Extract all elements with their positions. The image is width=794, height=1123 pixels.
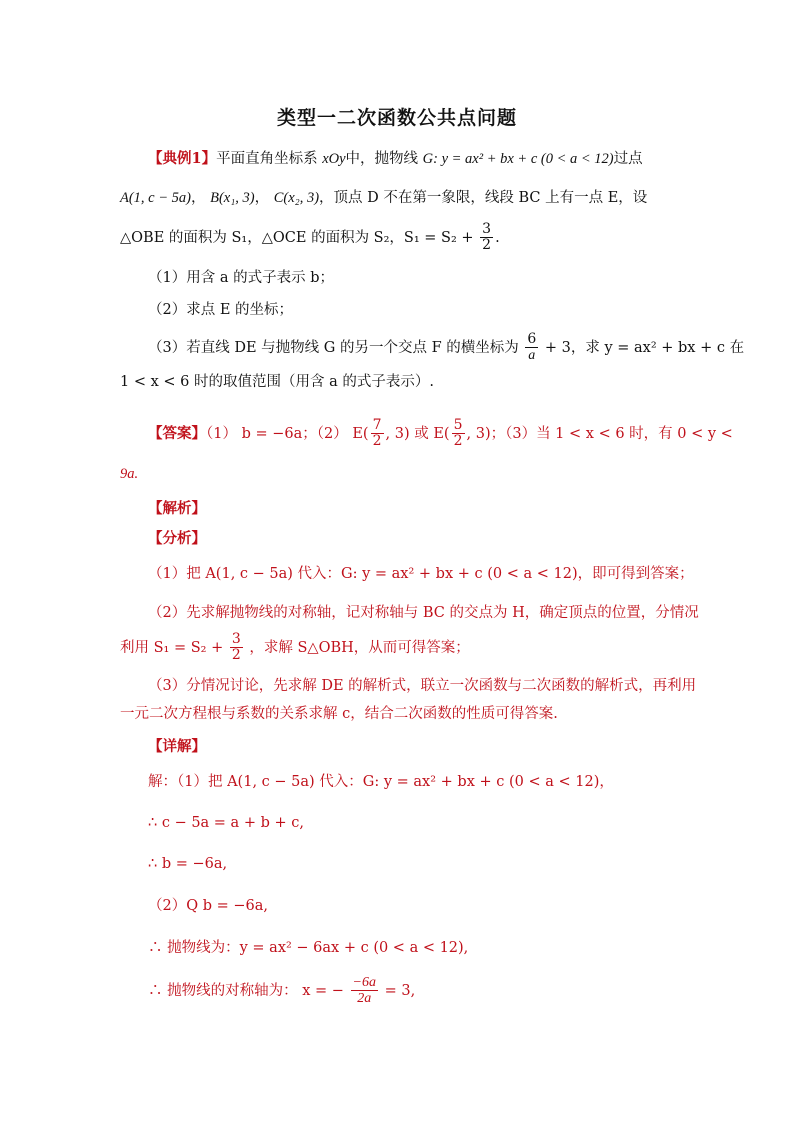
analysis-p3b: 一元二次方程根与系数的关系求解 c，结合二次函数的性质可得答案. [120, 706, 558, 722]
problem-line-3: △OBE 的面积为 S₁，△OCE 的面积为 S₂，S₁ = S₂ + $\frac{3}{2}$ . [120, 221, 500, 254]
solution-step-5: ∴ 抛物线为：y = ax² − 6ax + c (0 < a < 12), [148, 940, 469, 956]
question-1: （1）用含 a 的式子表示 b； [148, 270, 334, 286]
problem-line-1: 【典例1】平面直角坐标系 xOy中，抛物线 G: y = ax² + bx + c (0 < a < 12)过点 [148, 150, 643, 167]
fraction: $\frac{5}{2}$ [453, 417, 463, 450]
solution-step-2: ∴ c − 5a = a + b + c, [148, 815, 304, 831]
fenxi-tag: 【分析】 [148, 530, 206, 547]
example-tag: 【典例1】 [148, 150, 217, 167]
fraction: $\frac{3}{2}$ [231, 631, 241, 664]
fraction: $\frac{6}{a}$ [527, 331, 537, 364]
question-3: （3）若直线 DE 与抛物线 G 的另一个交点 F 的横坐标为 $\frac{6}{a}$ + 3，求 y = ax² + bx + c 在 [148, 331, 745, 364]
analysis-p2b: 利用 S₁ = S₂ + $\frac{3}{2}$ ，求解 S△OBH，从而可得答案； [120, 631, 470, 664]
fraction: $\frac{-6a}{2a}$ [352, 975, 376, 1007]
question-2: （2）求点 E 的坐标； [148, 302, 294, 318]
solution-step-4: （2）Q b = −6a, [148, 898, 269, 914]
analysis-p3a: （3）分情况讨论，先求解 DE 的解析式，联立一次函数与二次函数的解析式，再利用 [148, 678, 697, 694]
fraction: $\frac{7}{2}$ [372, 417, 382, 450]
answer-tag: 【答案】 [148, 424, 206, 442]
solution-tag: 【详解】 [148, 738, 206, 755]
analysis-p1: （1）把 A(1, c − 5a) 代入：G: y = ax² + bx + c (0 < a < 12)，即可得到答案； [148, 566, 694, 582]
answer-line: 【答案】（1） b = −6a；（2） E( $\frac{7}{2}$ , 3) 或 E( $\frac{5}{2}$ , 3)；（3）当 1 < x < 6 时，有 0 < y < [148, 417, 733, 450]
page-title: 类型一二次函数公共点问题 [276, 107, 517, 129]
problem-line-2: A(1, c − 5a)， B(x₁, 3)， C(x₂, 3)，顶点 D 不在第一象限，线段 BC 上有一点 E，设 [120, 190, 648, 206]
solution-step-3: ∴ b = −6a, [148, 856, 228, 872]
solution-step-1: 解：（1）把 A(1, c − 5a) 代入：G: y = ax² + bx + c (0 < a < 12)， [148, 774, 614, 790]
question-3-cont: 1 < x < 6 时的取值范围（用含 a 的式子表示）. [120, 374, 434, 390]
answer-line-cont: 9a. [120, 466, 139, 482]
analysis-p2a: （2）先求解抛物线的对称轴，记对称轴与 BC 的交点为 H，确定顶点的位置，分情况 [148, 605, 699, 621]
fraction: $\frac{3}{2}$ [482, 221, 492, 254]
analysis-tag: 【解析】 [148, 500, 206, 517]
solution-step-6: ∴ 抛物线的对称轴为： x = − $\frac{-6a}{2a}$ = 3, [148, 975, 416, 1007]
